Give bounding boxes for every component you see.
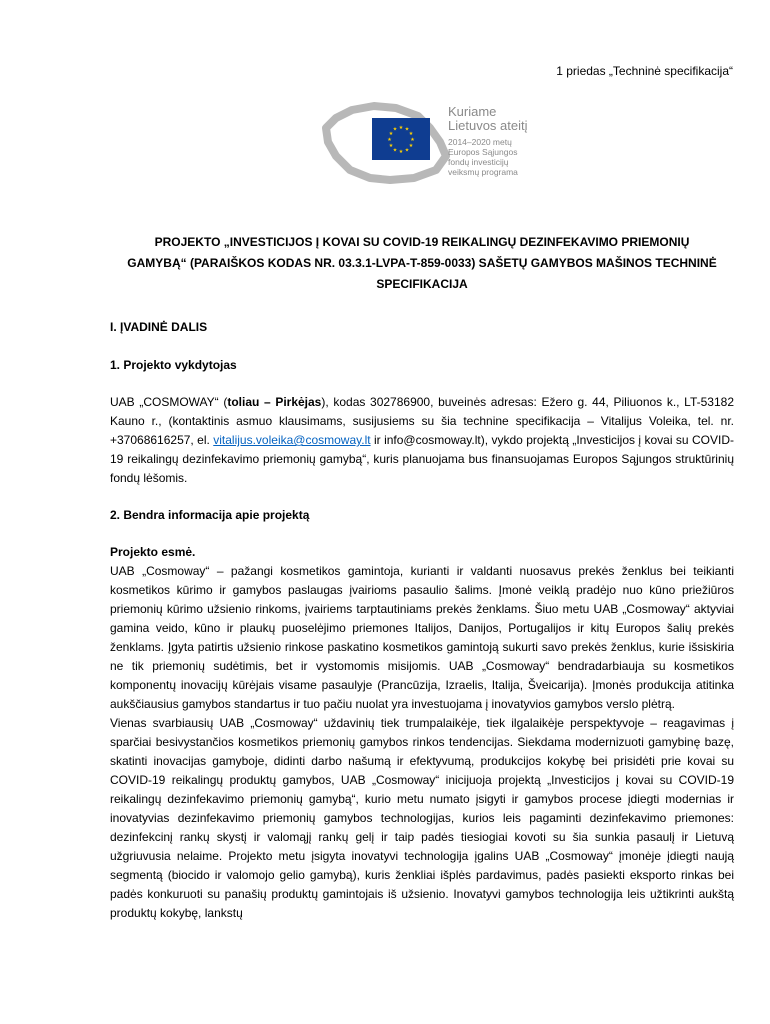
title-line-2: GAMYBĄ“ (PARAIŠKOS KODAS NR. 03.3.1-LVPA-T-859-0033) SAŠETŲ GAMYBOS MAŠINOS TECHNINĖ — [127, 256, 717, 270]
paragraph-company-description: UAB „Cosmoway“ – pažangi kosmetikos gamintoja, kurianti ir valdanti nuosavus prekės ženklus bei teikianti kosmetikos kūrimo ir gamybos paslaugas įvairioms pasaulio šalims. Įmonė veiklą pradėjo nuo kūno priežiūros priemonių kūrimo užsienio rinkoms, įvairiems tarptautiniams prekės ženklams. Šiuo metu UAB „Cosmoway“ aktyviai gamina veido, kūno ir plaukų puoselėjimo priemones Italijos, Danijos, Portugalijos ir kitų Europos šalių prekės ženklams. Įgyta patirtis užsienio rinkose paskatino kosmetikos gamintoją sukurti savo prekės ženklus, kurie išsiskiria ne tik priemonių sudėtimis, bet ir vystomomis misijomis. UAB „Cosmoway“ bendradarbiauja su kosmetikos komponentų inovacijų kūrėjais visame pasaulyje (Prancūzija, Izraelis, Italija, Šveicarija). Įmonės produkcija atitinka aukščiausius gamybos standartus ir tuo pačiu nuolat yra investuojama į inovatyvios gamybos verslo plėtrą. — [110, 564, 734, 711]
svg-text:★: ★ — [387, 137, 392, 143]
paragraph-project-goals: Vienas svarbiausių UAB „Cosmoway“ uždavinių tiek trumpalaikėje, tiek ilgalaikėje perspektyvoje – reagavimas į sparčiai besivystančios kosmetikos priemonių gamybos rinkos tendencijas. Siekdama modernizuoti gamybinę bazę, skatinti inovacijas gamyboje, didinti darbo našumą ir efektyvumą, produkcijos kokybę bei prisidėti prie kovai su COVID-19 reikalingų produktų gamybos, UAB „Cosmoway“ inicijuoja projektą „Investicijos į kovai su COVID-19 reikalingų dezinfekavimo priemonių gamybą“, kurio metu numato įsigyti ir gamybos procese įdiegti modernias ir inovatyvias dezinfekavimo priemonių gamybos technologijas, kurios leis pagaminti dezinfekavimo priemones: dezinfekcinį rankų skystį ir valomąjį rankų gelį ir taip padės tiesiogiai kovoti su šia sunkia pasaulį ir Lietuvą užgriuvusia nelaime. Projekto metu įsigyta inovatyvi technologija įgalins UAB „Cosmoway“ įmonėje įdiegti naują segmentą (biocido ir valomojo gelio gamybą), kuris ženkliai išplės pardavimus, padės pasiekti eksporto rinkas bei padės konkuruoti su panašių produktų gamintojais iš užsienio. Inovatyvi gamybos technologija leis užtikrinti aukštą produktų kokybę, lankstų — [110, 716, 734, 920]
section-heading-introduction: I. ĮVADINĖ DALIS — [110, 320, 208, 334]
document-body — [110, 318, 734, 923]
section-heading-general-info: 2. Bendra informacija apie projektą — [110, 508, 310, 522]
logo-line-6: veiksmų programa — [448, 167, 518, 177]
svg-text:★: ★ — [392, 147, 398, 154]
logo-line-1: Kuriame — [448, 104, 497, 119]
title-line-1: PROJEKTO „INVESTICIJOS Į KOVAI SU COVID-19 REIKALINGŲ DEZINFEKAVIMO PRIEMONIŲ — [154, 235, 690, 249]
logo-line-2: Lietuvos ateitį — [448, 118, 528, 133]
svg-text:★: ★ — [404, 147, 410, 154]
logo-line-5: fondų investicijų — [448, 157, 509, 167]
executor-text-a: UAB „COSMOWAY“ ( — [110, 395, 228, 409]
logo-caption — [448, 105, 528, 177]
paragraph-executor — [110, 393, 734, 488]
svg-text:★: ★ — [408, 131, 414, 137]
executor-text-c: ir info@cosmoway.lt), vykdo projektą „Investicijos į kovai su COVID-19 reikalingų dezinfekavimo priemonių gamybą“, kuris planuojama bus finansuojamas Europos Sąjungos struktūrinių fondų lėšomis. — [110, 433, 734, 485]
svg-text:★: ★ — [398, 125, 404, 131]
annex-label: 1 priedas „Techninė specifikacija“ — [556, 64, 733, 78]
svg-text:★: ★ — [388, 131, 394, 137]
logo-line-3: 2014–2020 metų — [448, 137, 512, 147]
document-title — [110, 232, 734, 295]
subheading-project-essence: Projekto esmė. — [110, 545, 196, 559]
svg-text:★: ★ — [410, 137, 415, 143]
svg-text:★: ★ — [392, 126, 398, 133]
logo-line-4: Europos Sąjungos — [448, 147, 518, 157]
svg-text:★: ★ — [388, 143, 394, 149]
svg-text:★: ★ — [398, 149, 404, 155]
executor-text-b: ), kodas 302786900, buveinės adresas: Ežero g. 44, Piliuonos k., LT-53182 Kauno r., (kontaktinis asmuo klausimams, susijusiems su šia technine specifikacija – Vitalijus Voleika, tel. nr. +37068616257, el. — [110, 395, 734, 447]
section-heading-executor: 1. Projekto vykdytojas — [110, 358, 237, 372]
executor-buyer-term: toliau – Pirkėjas — [227, 395, 322, 409]
svg-text:★: ★ — [404, 126, 410, 133]
svg-text:★: ★ — [408, 143, 414, 149]
contact-email-link[interactable]: vitalijus.voleika@cosmoway.lt — [213, 433, 371, 447]
title-line-3: SPECIFIKACIJA — [376, 277, 468, 291]
